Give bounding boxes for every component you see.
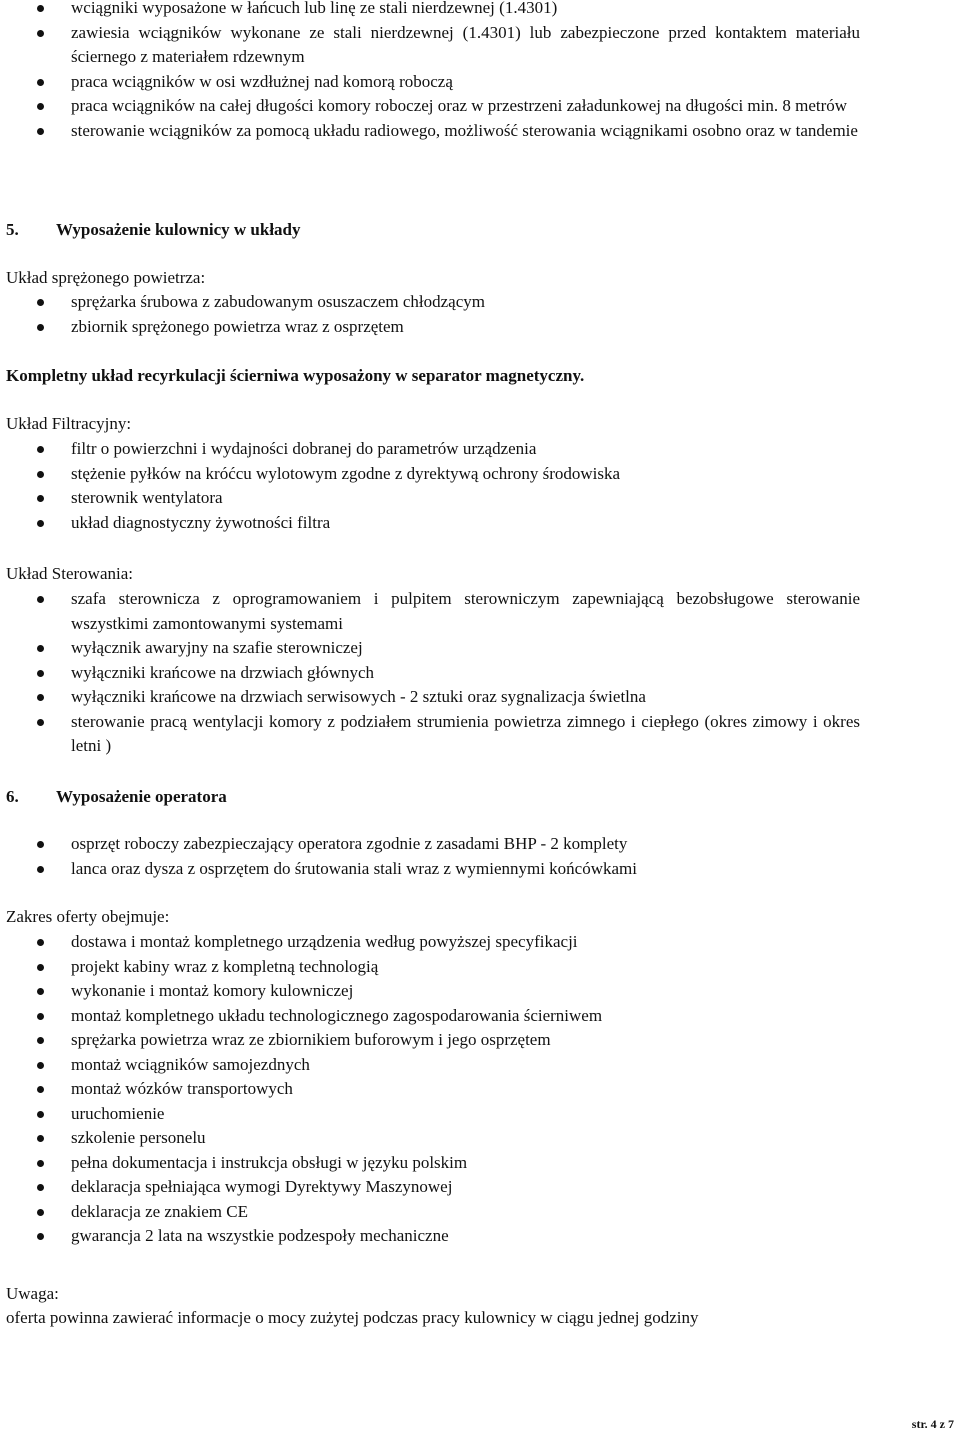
bullet-icon (37, 1111, 44, 1118)
list-item: zbiornik sprężonego powietrza wraz z osprzętem (0, 315, 960, 340)
bullet-icon (37, 299, 44, 306)
list-item: sprężarka powietrza wraz ze zbiornikiem buforowym i jego osprzętem (0, 1028, 960, 1053)
list-item: sterowanie wciągników za pomocą układu radiowego, możliwość sterowania wciągnikami osobno oraz w tandemie (0, 119, 960, 144)
list-item: osprzęt roboczy zabezpieczający operatora zgodnie z zasadami BHP - 2 komplety (0, 832, 960, 857)
bullet-icon (37, 1013, 44, 1020)
list-item: szkolenie personelu (0, 1126, 960, 1151)
bullet-icon (37, 1086, 44, 1093)
list-item: lanca oraz dysza z osprzętem do śrutowania stali wraz z wymiennymi końcówkami (0, 857, 960, 882)
bullet-icon (37, 30, 44, 37)
list-item: montaż kompletnego układu technologicznego zagospodarowania ścierniwem (0, 1004, 960, 1029)
control-label: Układ Sterowania: (6, 564, 133, 583)
operator-list (0, 832, 960, 881)
list-item: uruchomienie (0, 1102, 960, 1127)
bullet-icon (37, 1037, 44, 1044)
bullet-icon (37, 1160, 44, 1167)
bullet-icon (37, 79, 44, 86)
list-item: stężenie pyłków na króćcu wylotowym zgodne z dyrektywą ochrony środowiska (0, 462, 960, 487)
list-item: szafa sterownicza z oprogramowaniem i pulpitem sterowniczym zapewniającą bezobsługowe sterowanie wszystkimi zamontowanymi systemami (0, 587, 960, 636)
recycling-note: Kompletny układ recyrkulacji ścierniwa wyposażony w separator magnetyczny. (6, 366, 585, 385)
list-item: deklaracja ze znakiem CE (0, 1200, 960, 1225)
bullet-icon (37, 694, 44, 701)
bullet-icon (37, 939, 44, 946)
bullet-icon (37, 719, 44, 726)
list-item: gwarancja 2 lata na wszystkie podzespoły mechaniczne (0, 1224, 960, 1249)
filtration-list (0, 437, 960, 535)
list-item: sprężarka śrubowa z zabudowanym osuszaczem chłodzącym (0, 290, 960, 315)
section-number: 6. (6, 787, 19, 806)
list-item: filtr o powierzchni i wydajności dobranej do parametrów urządzenia (0, 437, 960, 462)
list-item: deklaracja spełniająca wymogi Dyrektywy Maszynowej (0, 1175, 960, 1200)
list-item: pełna dokumentacja i instrukcja obsługi w języku polskim (0, 1151, 960, 1176)
list-item: sterownik wentylatora (0, 486, 960, 511)
list-item: wciągniki wyposażone w łańcuch lub linę ze stali nierdzewnej (1.4301) (0, 0, 960, 21)
list-item: zawiesia wciągników wykonane ze stali nierdzewnej (1.4301) lub zabezpieczone przed kontaktem materiału ściernego z materiałem rdzewnym (0, 21, 960, 70)
bullet-icon (37, 128, 44, 135)
list-item: wykonanie i montaż komory kulowniczej (0, 979, 960, 1004)
bullet-icon (37, 471, 44, 478)
bullet-icon (37, 446, 44, 453)
list-item: praca wciągników na całej długości komory roboczej oraz w przestrzeni załadunkowej na długości min. 8 metrów (0, 94, 960, 119)
list-item: wyłączniki krańcowe na drzwiach serwisowych - 2 sztuki oraz sygnalizacja świetlna (0, 685, 960, 710)
bullet-icon (37, 841, 44, 848)
list-item: praca wciągników w osi wzdłużnej nad komorą roboczą (0, 70, 960, 95)
list-item: wyłącznik awaryjny na szafie sterowniczej (0, 636, 960, 661)
bullet-icon (37, 866, 44, 873)
bullet-icon (37, 103, 44, 110)
section-title: Wyposażenie kulownicy w układy (56, 220, 301, 239)
section-5-heading (6, 218, 301, 242)
list-item: wyłączniki krańcowe na drzwiach głównych (0, 661, 960, 686)
list-item: montaż wciągników samojezdnych (0, 1053, 960, 1078)
bullet-icon (37, 670, 44, 677)
bullet-icon (37, 520, 44, 527)
list-item: montaż wózków transportowych (0, 1077, 960, 1102)
list-item: układ diagnostyczny żywotności filtra (0, 511, 960, 536)
bullet-icon (37, 964, 44, 971)
bullet-icon (37, 988, 44, 995)
list-item: dostawa i montaż kompletnego urządzenia według powyższej specyfikacji (0, 930, 960, 955)
bullet-icon (37, 1233, 44, 1240)
bullet-icon (37, 645, 44, 652)
scope-label: Zakres oferty obejmuje: (6, 907, 170, 926)
hoist-requirements-list (0, 0, 960, 143)
control-list (0, 587, 960, 759)
filtration-label: Układ Filtracyjny: (6, 414, 132, 433)
compressed-air-list (0, 290, 960, 339)
compressed-air-label: Układ sprężonego powietrza: (6, 268, 206, 287)
list-item: projekt kabiny wraz z kompletną technologią (0, 955, 960, 980)
bullet-icon (37, 1209, 44, 1216)
list-item: sterowanie pracą wentylacji komory z podziałem strumienia powietrza zimnego i ciepłego (okres zimowy i okres letni ) (0, 710, 960, 759)
section-title: Wyposażenie operatora (56, 787, 227, 806)
bullet-icon (37, 495, 44, 502)
bullet-icon (37, 324, 44, 331)
bullet-icon (37, 1062, 44, 1069)
bullet-icon (37, 596, 44, 603)
scope-list (0, 930, 960, 1249)
section-number: 5. (6, 220, 19, 239)
bullet-icon (37, 1184, 44, 1191)
note-text: oferta powinna zawierać informacje o mocy zużytej podczas pracy kulownicy w ciągu jednej godziny (6, 1308, 699, 1327)
bullet-icon (37, 1135, 44, 1142)
page-number: str. 4 z 7 (911, 1417, 954, 1431)
section-6-heading (6, 785, 227, 809)
note-label: Uwaga: (6, 1284, 59, 1303)
bullet-icon (37, 5, 44, 12)
